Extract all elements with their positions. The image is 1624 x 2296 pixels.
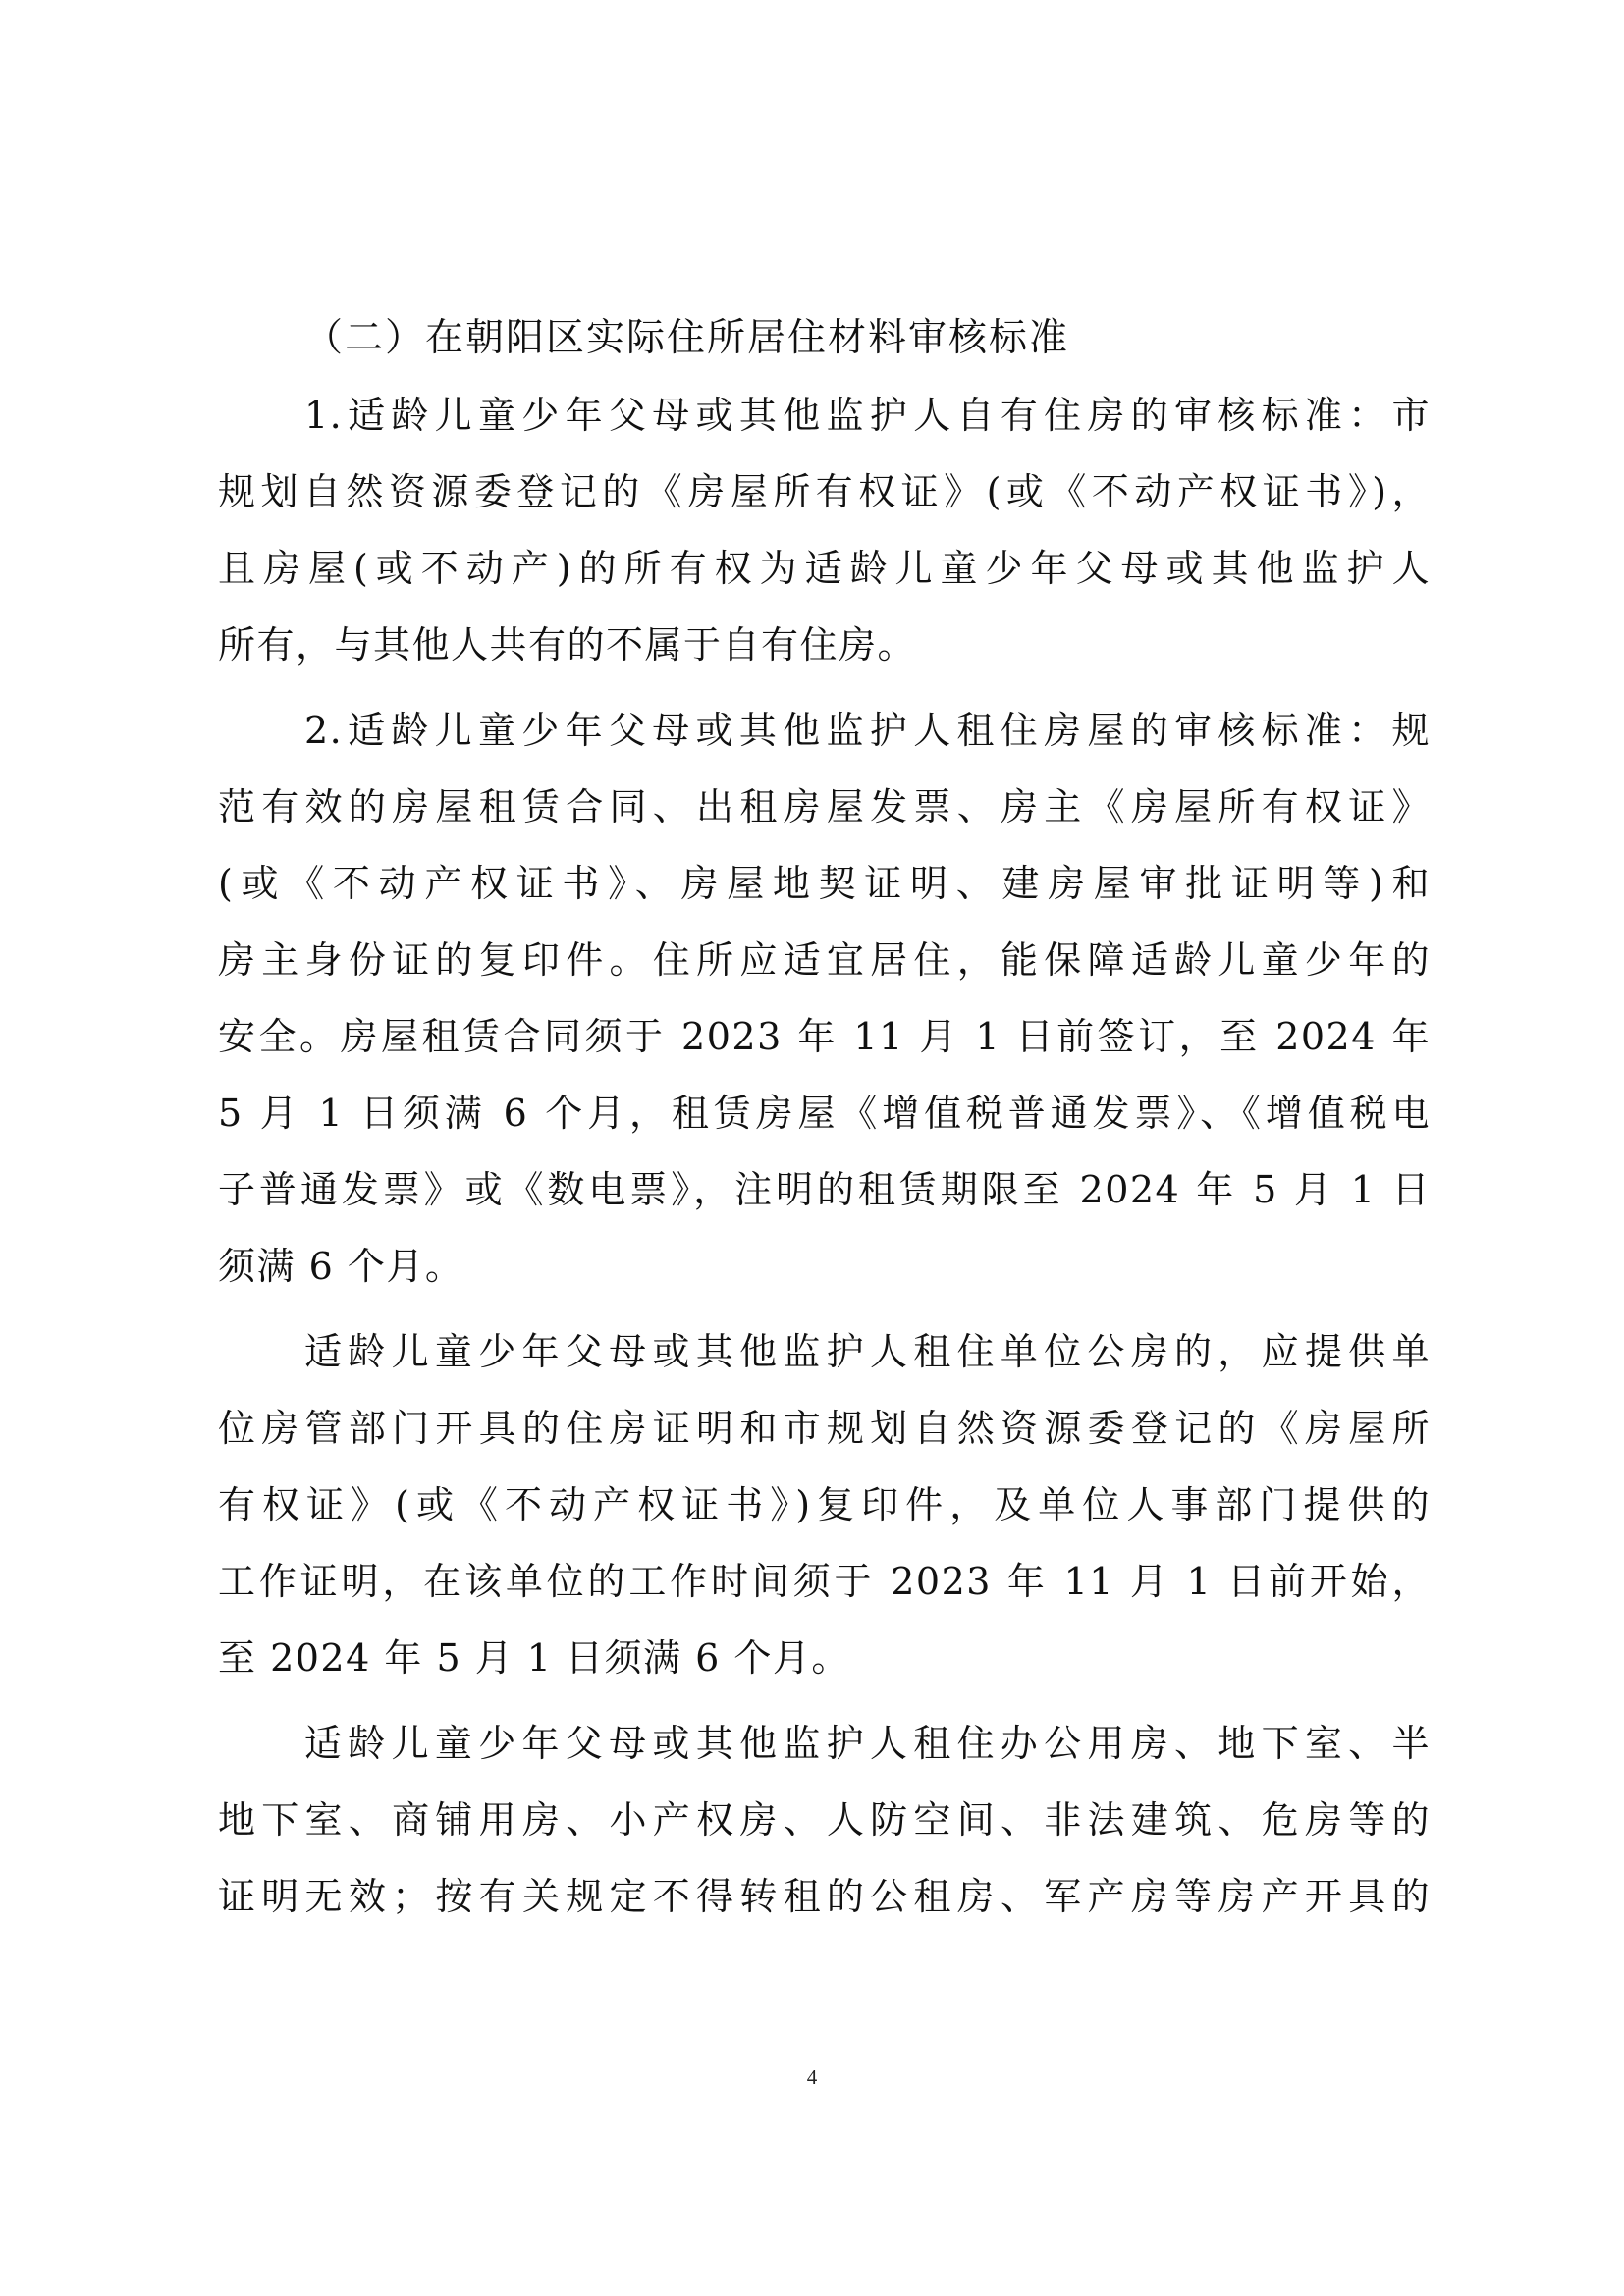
- paragraph-line: 所有，与其他人共有的不属于自有住房。: [218, 623, 917, 667]
- paragraph-line: 5 月 1 日须满 6 个月，租赁房屋《增值税普通发票》、《增值税电: [218, 1092, 1431, 1135]
- paragraph-line: 范有效的房屋租赁合同、出租房屋发票、房主《房屋所有权证》: [218, 785, 1431, 828]
- paragraph-unit-public-housing: [218, 1313, 1431, 1696]
- paragraph-invalid-housing: [218, 1705, 1431, 1935]
- paragraph-rented-housing: [218, 692, 1431, 1305]
- page-number: 4: [806, 2065, 818, 2089]
- paragraph-line: 地下室、商铺用房、小产权房、人防空间、非法建筑、危房等的: [218, 1798, 1431, 1842]
- document-body: [218, 300, 1431, 1944]
- paragraph-line: 有权证》(或《不动产权证书》)复印件，及单位人事部门提供的: [218, 1483, 1431, 1526]
- paragraph-line: 安全。房屋租赁合同须于 2023 年 11 月 1 日前签订，至 2024 年: [218, 1015, 1431, 1058]
- paragraph-line: 至 2024 年 5 月 1 日须满 6 个月。: [218, 1636, 850, 1680]
- section-heading: （二）在朝阳区实际住所居住材料审核标准: [304, 316, 1070, 360]
- paragraph-line: 适龄儿童少年父母或其他监护人租住单位公房的，应提供单: [304, 1330, 1431, 1373]
- paragraph-line: 2.适龄儿童少年父母或其他监护人租住房屋的审核标准：规: [304, 709, 1431, 752]
- paragraph-line: 子普通发票》或《数电票》，注明的租赁期限至 2024 年 5 月 1 日: [218, 1168, 1431, 1211]
- paragraph-line: 房主身份证的复印件。住所应适宜居住，能保障适龄儿童少年的: [218, 938, 1431, 982]
- paragraph-line: 证明无效；按有关规定不得转租的公租房、军产房等房产开具的: [218, 1875, 1431, 1918]
- paragraph-line: 且房屋(或不动产)的所有权为适龄儿童少年父母或其他监护人: [218, 547, 1431, 590]
- paragraph-own-housing: [218, 377, 1431, 683]
- paragraph-line: (或《不动产权证书》、房屋地契证明、建房屋审批证明等)和: [218, 862, 1431, 905]
- paragraph-line: 须满 6 个月。: [218, 1245, 464, 1288]
- paragraph-line: 适龄儿童少年父母或其他监护人租住办公用房、地下室、半: [304, 1722, 1431, 1765]
- paragraph-line: 1.适龄儿童少年父母或其他监护人自有住房的审核标准：市: [304, 394, 1431, 437]
- paragraph-line: 位房管部门开具的住房证明和市规划自然资源委登记的《房屋所: [218, 1407, 1431, 1450]
- paragraph-line: 工作证明，在该单位的工作时间须于 2023 年 11 月 1 日前开始，: [218, 1560, 1431, 1603]
- paragraph-line: 规划自然资源委登记的《房屋所有权证》(或《不动产权证书》)，: [218, 470, 1431, 513]
